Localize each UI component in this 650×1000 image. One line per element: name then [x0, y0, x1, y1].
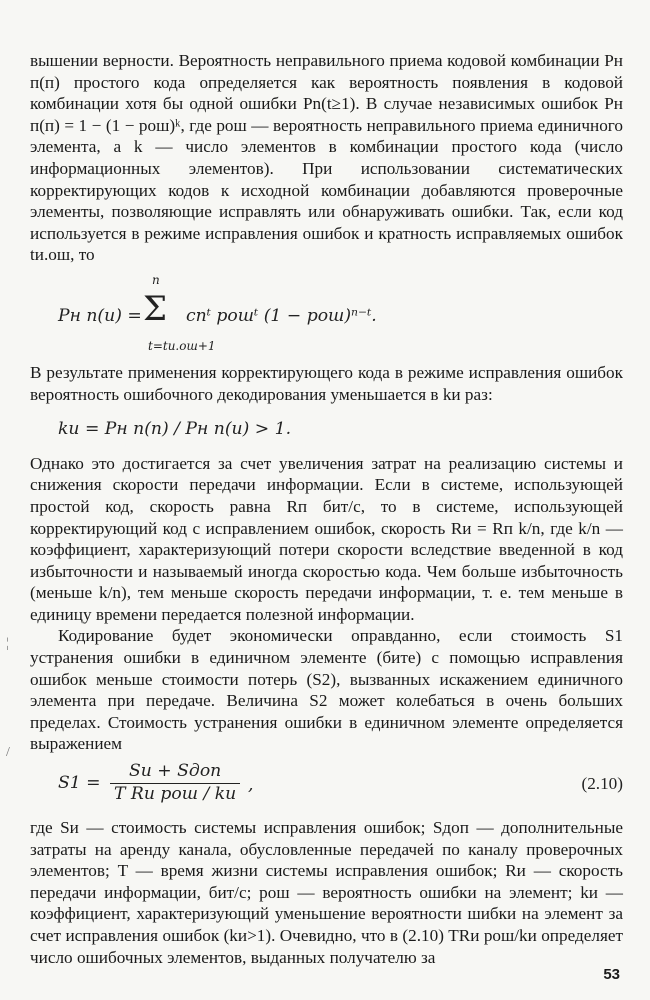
equation-number: (2.10): [581, 774, 623, 794]
page-number: 53: [603, 966, 620, 983]
equation-sum-lhs: Pн п(и) =: [58, 305, 142, 326]
equation-2-10-comma: ,: [248, 775, 254, 796]
sigma-symbol: Σ: [143, 288, 168, 329]
margin-mark: ¦: [6, 636, 9, 651]
equation-2-10: [58, 761, 623, 813]
fraction-numerator: Sи + Sдоп: [110, 761, 240, 784]
margin-mark: /: [6, 745, 10, 760]
paragraph-1: вышении верности. Вероятность неправильного приема кодовой комбинации Pн п(п) простого кода определяется как вероятность появления в кодовой комбинации хотя бы одной ошибки Pn(t≥1). В случае независимых ошибок Pн п(п) = 1 − (1 − pош)ᵏ, где pош — вероятность неправильного приема единичного элемента, а k — число элементов в комбинации простого кода (число информационных элементов). При использовании систематических корректирующих кодов к исходной комбинации добавляются проверочные элементы, позволяющие исправлять или обнаруживать ошибки. Так, если код используется в режиме исправления ошибок и кратность исправляемых ошибок tи.ош, то: [30, 51, 623, 265]
equation-2-10-fraction: [110, 761, 240, 805]
paragraph-4: Кодирование будет экономически оправданно, если стоимость S1 устранения ошибки в единичном элементе (бите) с помощью исправления ошибок меньше стоимости потерь (S2), вызванных искажением единичного элемента при передаче. Величина S2 может колебаться в очень больших пределах. Стоимость устранения ошибки в единичном элементе определяется выражением: [30, 626, 623, 754]
equation-2-10-lhs: S1 =: [58, 773, 101, 794]
equation-sum: [58, 270, 623, 362]
equation-sum-upper-limit: n: [152, 272, 160, 287]
equation-sum-lower-limit: t=tи.ош+1: [148, 338, 216, 353]
paragraph-2: В результате применения корректирующего кода в режиме исправления ошибок вероятность ошибочного декодирования уменьшается в kи раз:: [30, 362, 623, 404]
fraction-denominator: T Rи pош / kи: [114, 783, 237, 804]
paragraph-3: Однако это достигается за счет увеличения затрат на реализацию системы и снижения скорости передачи информации. Если в системе, использующей простой код, скорость равна Rп бит/с, то в системе, использующей корректирующий код с исправлением ошибок, скорость Rи = Rп k/n, где k/n — коэффициент, характеризующий потери скорости вследствие введенной в код избыточности и называемый иногда скоростью кода. Чем больше избыточность (меньше k/n), тем меньше скорость передачи информации, т. е. тем меньше в единицу времени передается полезной информации.: [30, 453, 623, 624]
paragraph-5: где Sи — стоимость системы исправления ошибок; Sдоп — дополнительные затраты на аренду канала, обусловленные передачей по каналу проверочных элементов; T — время жизни системы исправления ошибок; Rи — скорость передачи информации, бит/с; pош — вероятность ошибки на элемент; kи — коэффициент, характеризующий уменьшение вероятности шибки на элемент за счет исправления ошибок (kи>1). Очевидно, что в (2.10) TRи pош/kи определяет число ошибочных элементов, выданных получателю за: [30, 818, 623, 967]
equation-sum-term: cnᵗ pошᵗ (1 − pош)ⁿ⁻ᵗ.: [186, 305, 377, 326]
equation-gain: kи = Pн п(п) / Pн п(и) > 1.: [58, 419, 292, 440]
page-body: [30, 50, 623, 968]
